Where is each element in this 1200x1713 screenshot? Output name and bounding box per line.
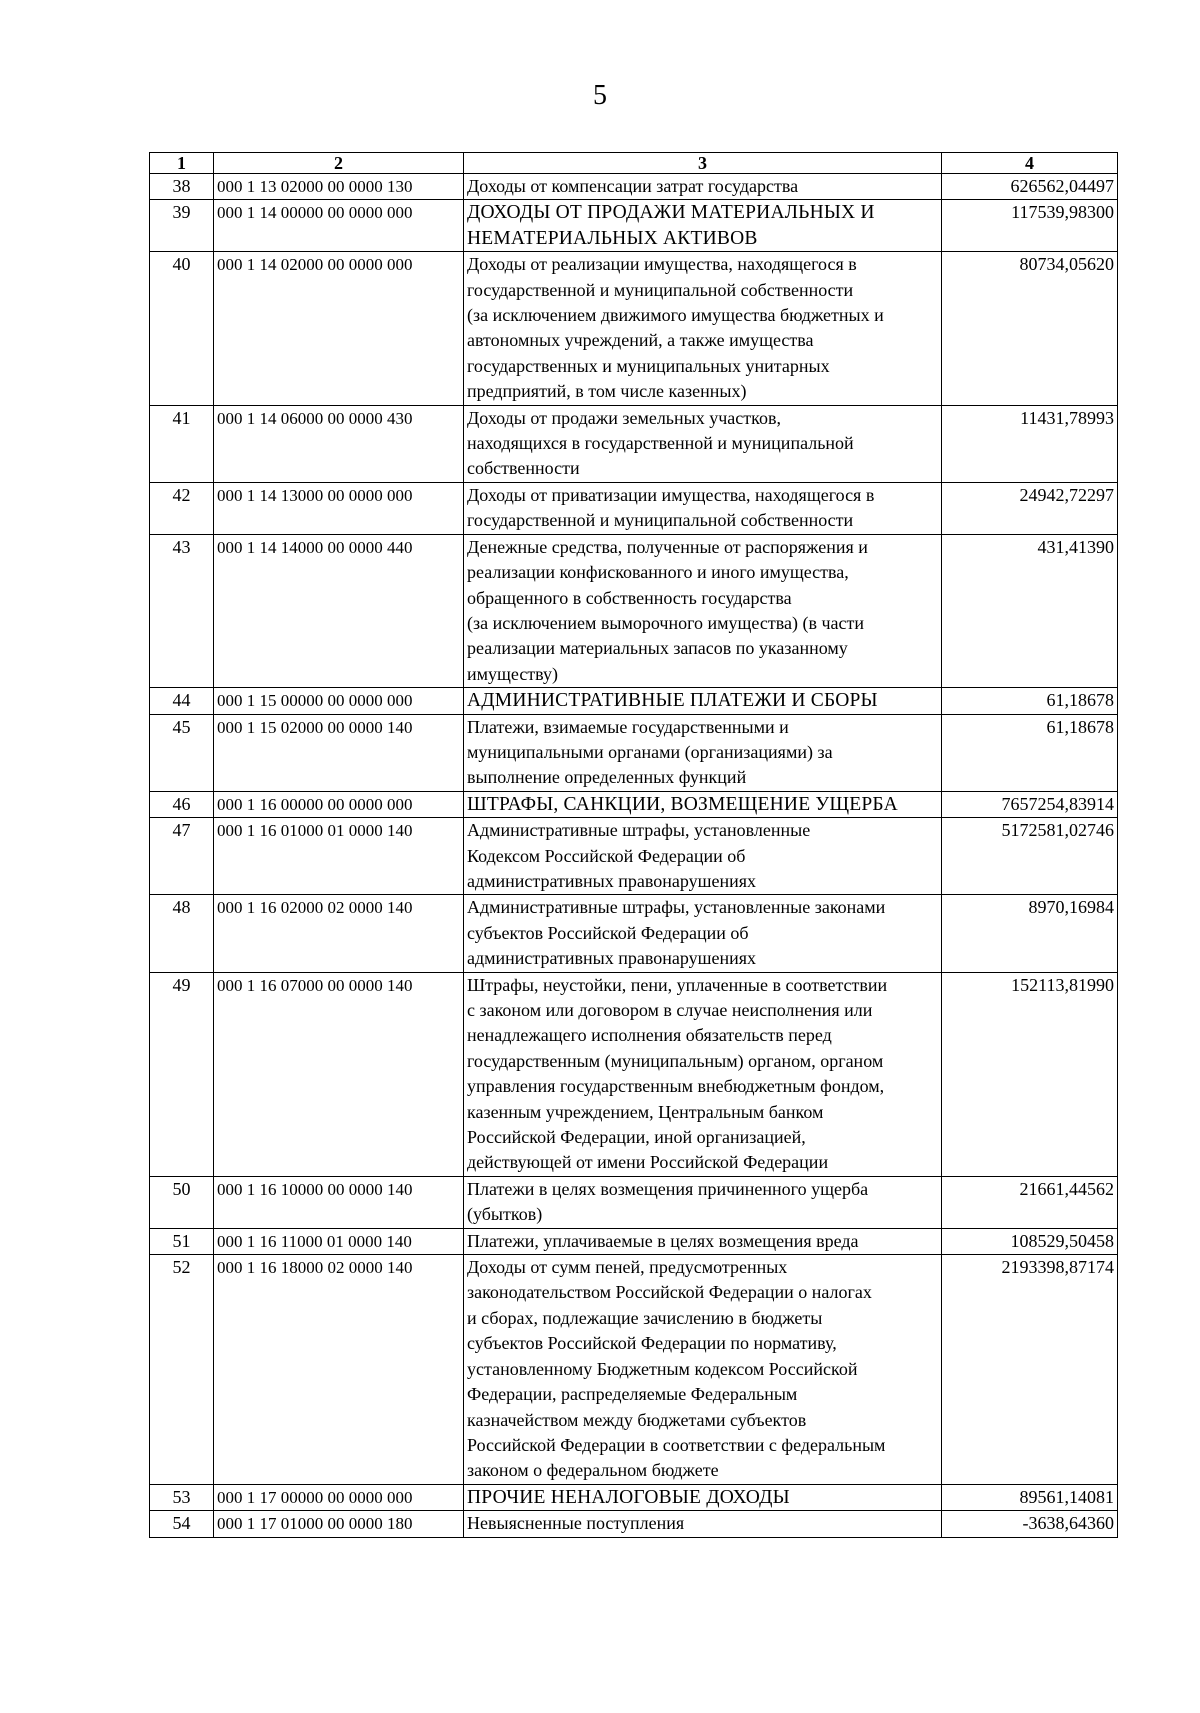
description-line: казначейством между бюджетами субъектов — [467, 1409, 807, 1430]
description-line: государственных и муниципальных унитарных — [467, 355, 830, 376]
row-number: 51 — [150, 1228, 214, 1254]
row-number: 48 — [150, 895, 214, 972]
table-row — [150, 895, 1118, 972]
revenue-description — [464, 252, 942, 405]
budget-code: 000 1 16 00000 00 0000 000 — [214, 791, 464, 817]
budget-code: 000 1 15 00000 00 0000 000 — [214, 688, 464, 714]
description-line: Доходы от приватизации имущества, находящегося в — [467, 484, 875, 505]
description-line: административных правонарушениях — [467, 870, 757, 891]
table-row — [150, 1511, 1118, 1537]
budget-code: 000 1 14 02000 00 0000 000 — [214, 252, 464, 405]
budget-code: 000 1 16 11000 01 0000 140 — [214, 1228, 464, 1254]
amount: 108529,50458 — [942, 1228, 1118, 1254]
budget-code: 000 1 16 01000 01 0000 140 — [214, 818, 464, 895]
revenue-description — [464, 534, 942, 687]
description-line: Платежи, уплачиваемые в целях возмещения вреда — [467, 1230, 859, 1251]
description-line: законом о федеральном бюджете — [467, 1460, 719, 1481]
description-line: НЕМАТЕРИАЛЬНЫХ АКТИВОВ — [467, 227, 758, 249]
header-col-3: 3 — [464, 153, 942, 174]
revenue-description — [464, 405, 942, 482]
amount: 61,18678 — [942, 714, 1118, 791]
row-number: 47 — [150, 818, 214, 895]
table-row — [150, 1228, 1118, 1254]
description-line: собственности — [467, 458, 580, 479]
table-row — [150, 405, 1118, 482]
description-line: государственным (муниципальным) органом, органом — [467, 1050, 884, 1071]
budget-code: 000 1 14 13000 00 0000 000 — [214, 482, 464, 534]
description-line: Платежи, взимаемые государственными и — [467, 716, 789, 737]
table-row — [150, 534, 1118, 687]
description-line: ПРОЧИЕ НЕНАЛОГОВЫЕ ДОХОДЫ — [467, 1486, 790, 1508]
description-line: реализации конфискованного и иного имущества, — [467, 562, 849, 583]
description-line: казенным учреждением, Центральным банком — [467, 1101, 824, 1122]
description-line: с законом или договором в случае неисполнения или — [467, 1000, 873, 1020]
revenue-description — [464, 818, 942, 895]
header-col-4: 4 — [942, 153, 1118, 174]
description-line: Доходы от продажи земельных участков, — [467, 407, 781, 428]
budget-code: 000 1 15 02000 00 0000 140 — [214, 714, 464, 791]
amount: 80734,05620 — [942, 252, 1118, 405]
revenue-description — [464, 1511, 942, 1537]
amount: 431,41390 — [942, 534, 1118, 687]
amount: -3638,64360 — [942, 1511, 1118, 1537]
revenue-description — [464, 688, 942, 714]
row-number: 43 — [150, 534, 214, 687]
description-line: действующей от имени Российской Федерации — [467, 1152, 829, 1173]
row-number: 46 — [150, 791, 214, 817]
description-line: управления государственным внебюджетным фондом, — [467, 1076, 885, 1097]
table-row — [150, 1484, 1118, 1510]
description-line: предприятий, в том числе казенных) — [467, 381, 747, 402]
description-line: установленному Бюджетным кодексом Российской — [467, 1358, 858, 1379]
row-number: 49 — [150, 972, 214, 1176]
budget-code: 000 1 14 06000 00 0000 430 — [214, 405, 464, 482]
table-body — [150, 174, 1118, 1538]
budget-code: 000 1 17 00000 00 0000 000 — [214, 1484, 464, 1510]
amount: 24942,72297 — [942, 482, 1118, 534]
description-line: государственной и муниципальной собственности — [467, 279, 854, 300]
description-line: (за исключением движимого имущества бюджетных и — [467, 305, 884, 326]
row-number: 44 — [150, 688, 214, 714]
row-number: 54 — [150, 1511, 214, 1537]
description-line: и сборах, подлежащие зачислению в бюджеты — [467, 1307, 823, 1328]
budget-code: 000 1 16 10000 00 0000 140 — [214, 1176, 464, 1228]
description-line: Российской Федерации в соответствии с федеральным — [467, 1434, 886, 1455]
budget-code: 000 1 17 01000 00 0000 180 — [214, 1511, 464, 1537]
table-header-row — [150, 153, 1118, 174]
revenue-description — [464, 200, 942, 252]
revenue-description — [464, 1228, 942, 1254]
row-number: 45 — [150, 714, 214, 791]
description-line: субъектов Российской Федерации об — [467, 922, 749, 943]
amount: 626562,04497 — [942, 174, 1118, 200]
revenue-description — [464, 482, 942, 534]
budget-code: 000 1 16 18000 02 0000 140 — [214, 1255, 464, 1485]
header-col-1: 1 — [150, 153, 214, 174]
budget-code: 000 1 16 02000 02 0000 140 — [214, 895, 464, 972]
table-row — [150, 688, 1118, 714]
revenue-table — [149, 152, 1118, 1538]
amount: 21661,44562 — [942, 1176, 1118, 1228]
description-line: находящихся в государственной и муниципальной — [467, 433, 854, 454]
description-line: Доходы от сумм пеней, предусмотренных — [467, 1257, 788, 1278]
revenue-description — [464, 1255, 942, 1485]
amount: 89561,14081 — [942, 1484, 1118, 1510]
description-line: Денежные средства, полученные от распоряжения и — [467, 536, 868, 557]
table-row — [150, 791, 1118, 817]
amount: 7657254,83914 — [942, 791, 1118, 817]
budget-code: 000 1 16 07000 00 0000 140 — [214, 972, 464, 1176]
table-row — [150, 252, 1118, 405]
description-line: реализации материальных запасов по указанному — [467, 638, 848, 659]
table-row — [150, 1255, 1118, 1485]
amount: 61,18678 — [942, 688, 1118, 714]
revenue-description — [464, 895, 942, 972]
description-line: АДМИНИСТРАТИВНЫЕ ПЛАТЕЖИ И СБОРЫ — [467, 690, 878, 712]
row-number: 41 — [150, 405, 214, 482]
description-line: Административные штрафы, установленные законами — [467, 897, 886, 918]
description-line: Штрафы, неустойки, пени, уплаченные в соответствии — [467, 974, 888, 995]
description-line: Платежи в целях возмещения причиненного ущерба — [467, 1178, 869, 1199]
description-line: имуществу) — [467, 663, 559, 684]
description-line: государственной и муниципальной собственности — [467, 510, 854, 531]
amount: 8970,16984 — [942, 895, 1118, 972]
budget-code: 000 1 14 00000 00 0000 000 — [214, 200, 464, 252]
amount: 5172581,02746 — [942, 818, 1118, 895]
revenue-description — [464, 174, 942, 200]
description-line: Невыясненные поступления — [467, 1513, 685, 1534]
table-row — [150, 972, 1118, 1176]
description-line: законодательством Российской Федерации о налогах — [467, 1282, 872, 1303]
amount: 11431,78993 — [942, 405, 1118, 482]
row-number: 40 — [150, 252, 214, 405]
description-line: Федерации, распределяемые Федеральным — [467, 1384, 798, 1405]
budget-code: 000 1 13 02000 00 0000 130 — [214, 174, 464, 200]
table-row — [150, 818, 1118, 895]
revenue-description — [464, 972, 942, 1176]
description-line: (убытков) — [467, 1204, 543, 1225]
amount: 152113,81990 — [942, 972, 1118, 1176]
row-number: 52 — [150, 1255, 214, 1485]
description-line: ненадлежащего исполнения обязательств перед — [467, 1025, 832, 1046]
table-row — [150, 714, 1118, 791]
table-row — [150, 200, 1118, 252]
description-line: Доходы от компенсации затрат государства — [467, 176, 799, 196]
description-line: ШТРАФЫ, САНКЦИИ, ВОЗМЕЩЕНИЕ УЩЕРБА — [467, 793, 898, 815]
revenue-description — [464, 1176, 942, 1228]
table-row — [150, 1176, 1118, 1228]
description-line: Российской Федерации, иной организацией, — [467, 1127, 806, 1148]
description-line: ДОХОДЫ ОТ ПРОДАЖИ МАТЕРИАЛЬНЫХ И — [467, 202, 875, 224]
revenue-description — [464, 714, 942, 791]
description-line: Доходы от реализации имущества, находящегося в — [467, 254, 857, 275]
row-number: 38 — [150, 174, 214, 200]
amount: 2193398,87174 — [942, 1255, 1118, 1485]
page-number: 5 — [593, 80, 607, 111]
budget-code: 000 1 14 14000 00 0000 440 — [214, 534, 464, 687]
description-line: административных правонарушениях — [467, 948, 757, 969]
amount: 117539,98300 — [942, 200, 1118, 252]
description-line: обращенного в собственность государства — [467, 587, 792, 608]
revenue-description — [464, 1484, 942, 1510]
description-line: Административные штрафы, установленные — [467, 820, 811, 841]
description-line: (за исключением выморочного имущества) (в части — [467, 612, 864, 633]
table-row — [150, 174, 1118, 200]
description-line: Кодексом Российской Федерации об — [467, 845, 746, 866]
row-number: 50 — [150, 1176, 214, 1228]
row-number: 53 — [150, 1484, 214, 1510]
description-line: выполнение определенных функций — [467, 767, 747, 788]
header-col-2: 2 — [214, 153, 464, 174]
table-row — [150, 482, 1118, 534]
description-line: субъектов Российской Федерации по нормативу, — [467, 1333, 837, 1354]
description-line: муниципальными органами (организациями) за — [467, 741, 833, 762]
row-number: 42 — [150, 482, 214, 534]
description-line: автономных учреждений, а также имущества — [467, 330, 814, 351]
row-number: 39 — [150, 200, 214, 252]
revenue-description — [464, 791, 942, 817]
